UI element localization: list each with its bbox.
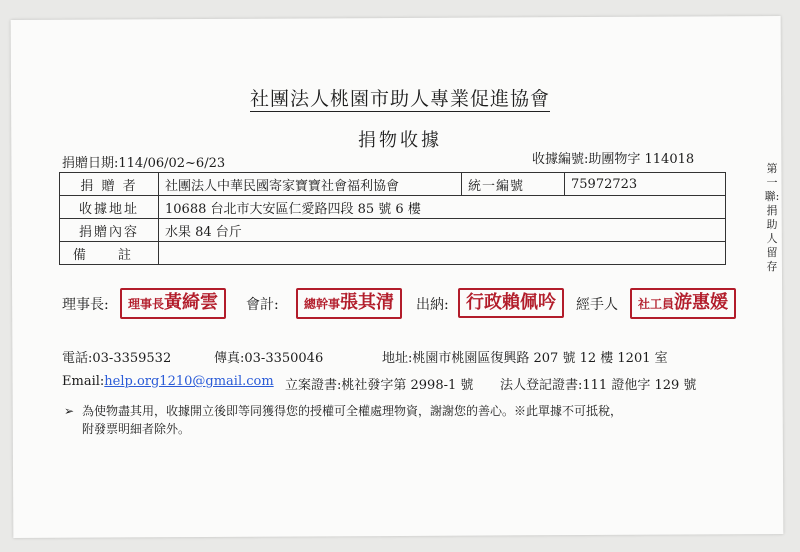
accounting-stamp-name: 張其清 [340, 292, 395, 313]
organization-title: 社團法人桃園市助人專業促進協會 [249, 88, 550, 110]
note-text-1: 為使物盡其用，收據開立後即等同獲得您的授權可全權處理物資，謝謝您的善心。※此單據不可抵稅， [82, 404, 623, 418]
remark-value [159, 242, 726, 265]
donor-label: 捐 贈 者 [60, 173, 159, 196]
address-label: 收據地址 [60, 196, 159, 219]
stub-label: 第一聯:捐助人留存 [764, 162, 780, 273]
org-address: 地址:桃園市桃園區復興路 207 號 12 樓 1201 室 [382, 351, 668, 366]
accounting-stamp-title: 總幹事 [304, 297, 341, 311]
email-link[interactable]: help.org1210@gmail.com [104, 374, 274, 389]
handler-stamp-title: 社工員 [638, 297, 675, 311]
chairman-stamp-name: 黃綺雲 [164, 292, 219, 313]
document-title: 捐物收據 [358, 130, 442, 151]
signature-row [60, 288, 750, 328]
chairman-stamp [120, 288, 226, 319]
receipt-table [59, 172, 726, 265]
accounting-stamp [296, 288, 402, 319]
cashier-label: 出納: [416, 297, 449, 313]
chairman-label: 理事長: [62, 297, 109, 313]
table-row [60, 173, 726, 196]
donation-date: 捐贈日期:114/06/02~6/23 [62, 156, 226, 171]
table-row [60, 219, 726, 242]
remark-label: 備 註 [60, 242, 159, 265]
content-label: 捐贈內容 [60, 219, 159, 242]
address-value: 10688 台北市大安區仁愛路四段 85 號 6 樓 [159, 196, 726, 219]
phone: 電話:03-3359532 [62, 351, 172, 366]
handler-stamp-name: 游惠媛 [674, 292, 729, 313]
receipt-number: 收據編號:助團物字 114018 [532, 152, 695, 167]
handler-stamp [630, 288, 736, 319]
table-row [60, 242, 726, 265]
content-value: 水果 84 台斤 [159, 219, 726, 242]
handler-label: 經手人 [576, 297, 618, 313]
table-row [60, 196, 726, 219]
chairman-stamp-title: 理事長 [128, 297, 165, 311]
fax: 傳真:03-3350046 [214, 351, 324, 366]
tax-id-value: 75972723 [565, 173, 726, 196]
arrow-icon: ➢ [64, 404, 75, 418]
registration-cert: 立案證書:桃社發字第 2998-1 號 [285, 378, 474, 393]
email-label: Email: [62, 374, 105, 389]
donor-value: 社團法人中華民國寄家寶寶社會福利協會 [159, 173, 462, 196]
note-line-1 [64, 402, 744, 420]
accounting-label: 會計: [246, 297, 279, 313]
note [64, 402, 744, 438]
tax-id-label: 統一編號 [462, 173, 565, 196]
note-line-2: 附發票明細者除外。 [82, 422, 191, 436]
legal-cert: 法人登記證書:111 證他字 129 號 [500, 378, 697, 393]
cashier-stamp: 行政賴佩吟 [458, 288, 564, 318]
email-row [62, 374, 274, 389]
